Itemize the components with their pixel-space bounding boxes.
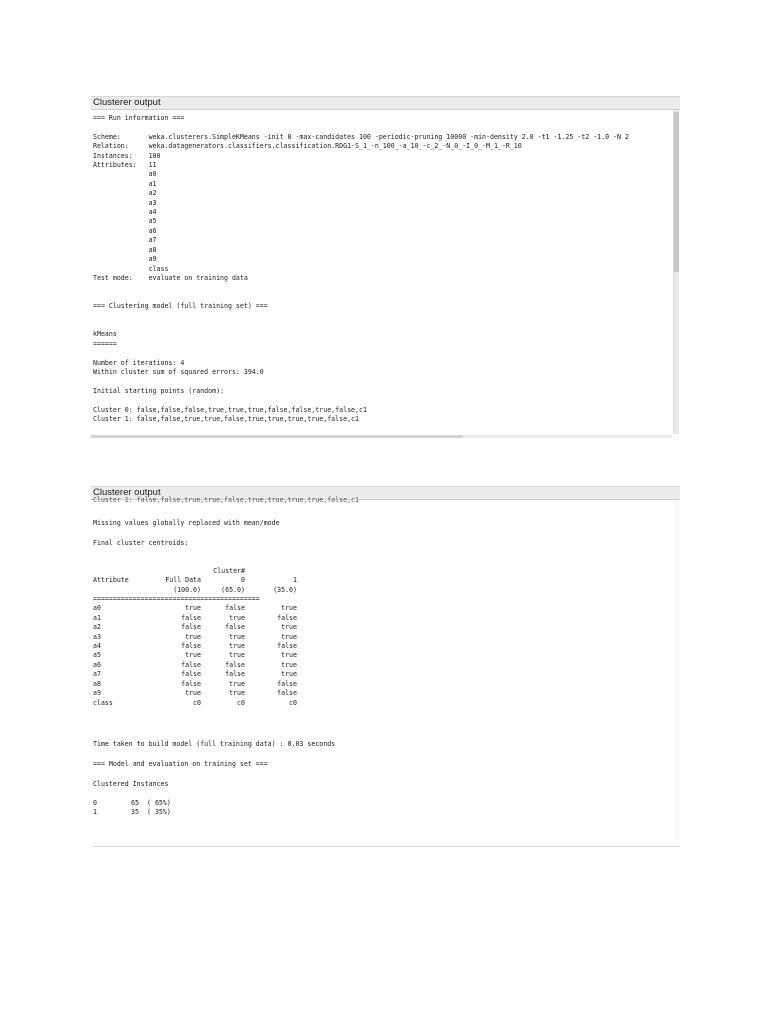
output-line	[93, 123, 629, 132]
centroid-cell-attr: a5	[93, 651, 101, 660]
centroid-cell-c1: false	[277, 679, 297, 688]
centroid-cell-c0: true	[229, 613, 245, 622]
instance-cluster: 0	[93, 799, 97, 807]
centroid-cell-c0: true	[229, 679, 245, 688]
panel-title: Clusterer output	[91, 486, 680, 500]
output-line: class	[93, 264, 169, 273]
output-line: a5	[93, 217, 157, 226]
output-line	[93, 283, 629, 292]
col-cluster-0: 0	[241, 576, 245, 585]
centroid-cell-attr: a3	[93, 632, 101, 641]
output-line	[93, 293, 629, 302]
output-line	[93, 377, 629, 386]
centroid-cell-attr: a7	[93, 670, 101, 679]
centroid-cell-c0: false	[225, 623, 245, 632]
centroid-cell-c1: c0	[289, 698, 297, 707]
centroid-cell-attr: a6	[93, 660, 101, 669]
output-line	[93, 396, 629, 405]
output-line: Scheme: weka.clusterers.SimpleKMeans -init 0 -max-candidates 100 -periodic-pruning 10000 -min-density 2.0 -t1 -1.25 -t2 -1.0 -N 2	[93, 132, 629, 141]
centroid-cell-c1: false	[277, 689, 297, 698]
output-line: Test mode: evaluate on training data	[93, 273, 248, 282]
centroid-cell-c1: true	[281, 660, 297, 669]
output-line: Relation: weka.datagenerators.classifiers.classification.RDG1-S_1_-n_100_-a_10_-c_2_-N_0_-I_0_-M_1_-R_10	[93, 142, 522, 151]
centroid-cell-attr: a9	[93, 689, 101, 698]
output-text-area[interactable]	[93, 114, 629, 424]
centroid-cell-attr: a1	[93, 613, 101, 622]
centroid-cell-c0: false	[225, 604, 245, 613]
output-line	[93, 349, 629, 358]
centroid-cell-c0: c0	[237, 698, 245, 707]
col-attribute: Attribute	[93, 576, 129, 585]
clustered-instance-line	[93, 799, 171, 808]
instance-percent: ( 35%)	[147, 808, 171, 817]
centroid-cell-c1: false	[277, 642, 297, 651]
centroid-row	[93, 680, 297, 689]
centroid-cell-c0: false	[225, 660, 245, 669]
output-line: Within cluster sum of squared errors: 394.0	[93, 367, 264, 376]
evaluation-heading: === Model and evaluation on training set ===	[93, 760, 268, 768]
clustered-instances-list	[93, 799, 171, 818]
output-line: a2	[93, 189, 157, 198]
output-line: === Run information ===	[93, 114, 185, 122]
vertical-scrollbar[interactable]	[673, 110, 679, 434]
col-cluster-1: 1	[293, 576, 297, 585]
output-line: Initial starting points (random):	[93, 386, 225, 395]
output-line: a8	[93, 245, 157, 254]
clustered-instances-heading: Clustered Instances	[93, 780, 169, 788]
centroid-cell-full: false	[181, 623, 201, 632]
output-line: a1	[93, 179, 157, 188]
centroid-row	[93, 614, 297, 623]
centroid-table	[93, 567, 297, 708]
centroid-cell-full: false	[181, 613, 201, 622]
centroid-cell-full: false	[181, 642, 201, 651]
centroid-cell-full: true	[185, 689, 201, 698]
vertical-scroll-thumb[interactable]	[674, 112, 679, 272]
centroid-cell-c0: false	[225, 670, 245, 679]
centroid-cell-full: c0	[193, 698, 201, 707]
horizontal-scroll-thumb[interactable]	[91, 435, 463, 438]
centroid-row	[93, 689, 297, 698]
output-line: ======	[93, 339, 117, 348]
table-separator: ==========================================	[93, 595, 260, 604]
centroid-row	[93, 604, 297, 613]
centroid-row	[93, 651, 297, 660]
count-cluster-0: (65.0)	[221, 585, 245, 594]
output-line: Attributes: 11	[93, 161, 157, 170]
instance-count: 65	[131, 799, 139, 807]
output-line: Instances: 100	[93, 151, 161, 160]
clustered-instance-line	[93, 808, 171, 817]
centroid-cell-c0: true	[229, 651, 245, 660]
output-line: a0	[93, 170, 157, 179]
centroid-row	[93, 623, 297, 632]
output-line: Cluster 1: false,false,true,true,false,true,true,true,true,false,c1	[93, 415, 359, 423]
centroid-cell-full: true	[185, 651, 201, 660]
vertical-scrollbar[interactable]	[674, 500, 679, 840]
centroid-cell-c1: false	[277, 613, 297, 622]
output-line: Cluster 0: false,false,false,true,true,true,false,false,true,false,c1	[93, 405, 367, 414]
cluster-heading: Cluster#	[213, 566, 245, 575]
clusterer-output-panel-2	[91, 486, 680, 846]
centroid-cell-c0: true	[229, 642, 245, 651]
panel-title: Clusterer output	[91, 96, 680, 110]
output-line: a7	[93, 236, 157, 245]
centroid-row	[93, 699, 297, 708]
output-line	[93, 321, 629, 330]
centroid-cell-c1: true	[281, 632, 297, 641]
centroid-row	[93, 633, 297, 642]
centroid-cell-c0: true	[229, 689, 245, 698]
output-line: a9	[93, 255, 157, 264]
final-centroids-heading: Final cluster centroids:	[93, 539, 189, 547]
output-line: kMeans	[93, 330, 117, 339]
centroid-cell-c1: true	[281, 651, 297, 660]
centroid-cell-c1: true	[281, 623, 297, 632]
missing-values-line: Missing values globally replaced with mean/mode	[93, 519, 280, 527]
centroid-cell-attr: a8	[93, 679, 101, 688]
centroid-cell-attr: a4	[93, 642, 101, 651]
instance-percent: ( 65%)	[147, 799, 171, 807]
horizontal-scrollbar[interactable]	[91, 435, 672, 438]
time-taken-line: Time taken to build model (full training data) : 0.03 seconds	[93, 740, 336, 748]
centroid-cell-attr: a0	[93, 604, 101, 613]
centroid-cell-full: false	[181, 660, 201, 669]
output-line: a4	[93, 208, 157, 217]
centroid-row	[93, 642, 297, 651]
centroid-cell-c1: true	[281, 604, 297, 613]
cut-off-line: Cluster 1: false,false,true,true,false,true,true,true,true,false,c1	[93, 496, 359, 504]
instance-cluster: 1	[93, 808, 97, 817]
col-full-data: Full Data	[165, 576, 201, 585]
centroid-cell-full: false	[181, 670, 201, 679]
centroid-cell-full: true	[185, 604, 201, 613]
centroid-row	[93, 670, 297, 679]
centroid-row	[93, 661, 297, 670]
centroid-cell-c0: true	[229, 632, 245, 641]
centroid-table-wrap	[93, 548, 297, 727]
count-cluster-1: (35.0)	[273, 585, 297, 594]
output-line: a6	[93, 226, 157, 235]
centroid-cell-c1: true	[281, 670, 297, 679]
count-full: (100.0)	[173, 585, 201, 594]
centroid-cell-full: true	[185, 632, 201, 641]
bottom-divider	[91, 846, 680, 847]
centroid-cell-full: false	[181, 679, 201, 688]
output-line: === Clustering model (full training set) ===	[93, 302, 268, 311]
output-line: a3	[93, 198, 157, 207]
centroid-cell-attr: a2	[93, 623, 101, 632]
instance-count: 35	[131, 808, 139, 817]
output-line	[93, 312, 629, 321]
clusterer-output-panel-1	[91, 96, 680, 439]
output-line: Number of iterations: 4	[93, 358, 185, 367]
centroid-cell-attr: class	[93, 698, 113, 707]
